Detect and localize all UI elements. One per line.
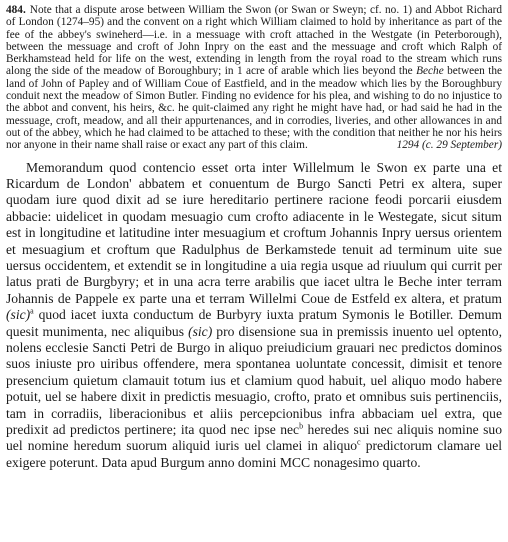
latin-text-2: quod iacet iuxta conductum de Burbyry iuxta pratum Symonis le Botiller. Demum quesit munimenta, nec aliquibus	[6, 307, 502, 339]
latin-text	[6, 160, 502, 472]
latin-text-4: heredes sui nec aliquis nomine suo uel nomine heredum suorum aliquid iuris uel clamei in aliquo	[6, 422, 502, 454]
latin-text-3: pro disensione sua in premissis inuento uel optento, nolens ecclesie Sancti Petri de Burgo in aliquo preiudicium grauari nec predictos dominos suos iniuste pro uiribus offendere, mera spontanea uoluntate concessit, dimisit et tenore presencium quietum clamauit totum ius et clamium quod habuit, uel aliquo modo habere potuit, uel se habere dixit in predictis mesuagio, crofto, prato et omnibus suis pertinenciis, tam in corradiis, liberacionibus et aliis percepcionibus infra abbaciam uel extra, que predixit ad predictos pertinere; ita quod nec ipse nec	[6, 323, 502, 438]
summary-text-2: between the land of John of Papley and of William Coue of Eastfield, and in the meadow which lies by the Boroughbury conduit next the meadow of Simon Butler. Finding no evidence for his plea, and wishing to do no injustice to the abbot and convent, his heirs, &c. he quit-claimed any right he might have had, or had said he had in the messuage, croft, meadow, and all their appurtenances, and in corrodies, liveries, and other allowances in and out of the abbey, which he had claimed to be attached to these; with the condition that neither he nor his heirs nor anyone in their name shall raise or exact any part of this claim.	[6, 65, 502, 152]
latin-text-1: Memorandum quod contencio esset orta inter Willelmum le Swon ex parte una et Ricardum de London' abbatem et conuentum de Burgo Sancti Petri ex altera, super quodam iure quod dixit ad se iure hereditario pertinere racione feodi porcarii eiusdem abbacie: uidelicet in quodam mesuagio cum crofto adiacente in le Westegate, sicut situm est in longitudine et latitudine inter mesuagium et croftum Johannis Inpry uersus orientem et mesuagium et croftum que Radulphus de Berkamstede tenuit ad terminum uite sue uersus occidentem, et extendit se in longitudine a uia regia usque ad riuulum qui currit per latus prati de Burgbyry; et in una acra terre arabilis que iacet ultra le Beche inter terram Johannis de Pappele ex parte una et terram Willelmi Coue de Estfeld ex altera, et pratum	[6, 159, 502, 306]
english-summary	[6, 4, 502, 152]
footnote-mark-c: c	[357, 437, 361, 447]
latin-text-5: predictorum clamare uel exigere poterunt. Data apud Burgum anno domini MCC nonagesimo quarto.	[6, 438, 502, 470]
latin-sic-1: (sic)	[6, 307, 31, 323]
summary-italic-beche: Beche	[416, 65, 444, 78]
latin-sic-2: (sic)	[188, 323, 213, 339]
entry-number: 484.	[6, 4, 26, 16]
entry-date: 1294 (c. 29 September)	[396, 139, 502, 152]
footnote-mark-b: b	[299, 421, 304, 431]
footnote-mark-a: a	[30, 306, 34, 316]
summary-text-1: Note that a dispute arose between William the Swon (or Swan or Sweyn; cf. no. 1) and Abbot Richard of London (1274–95) and the convent on a right which William claimed to hold by inheritance as part of the fee of the abbey's swineherd—i.e. in a messuage with croft attached in the Westgate (in Peterborough), between the messuage and croft of John Inpry on the east and the messuage and croft which Ralph of Berkhamstead held for life on the west, extending in length from the royal road to the stream which runs along the side of the meadow of Boroughbury; in 1 acre of arable which lies beyond the	[6, 4, 502, 78]
